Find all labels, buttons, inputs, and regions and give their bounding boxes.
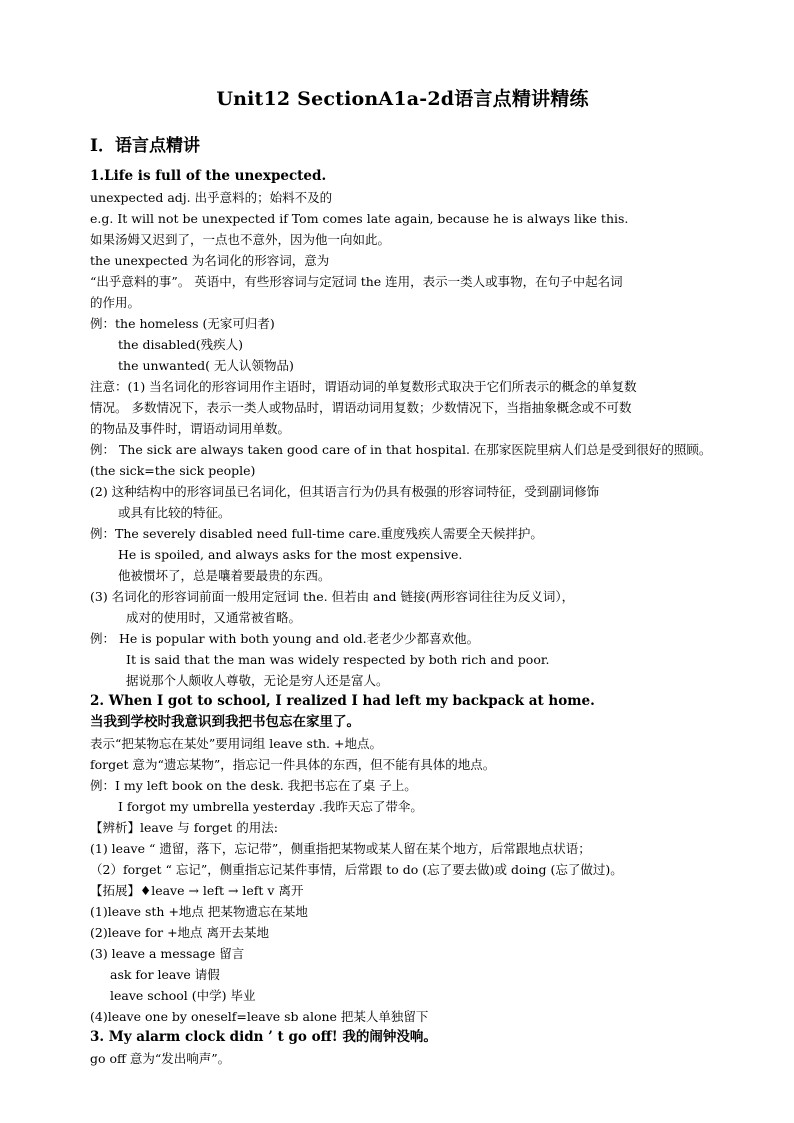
- text-line: 例：I my left book on the desk. 我把书忘在了桌 子上。: [90, 778, 417, 793]
- text-line: (2) 这种结构中的形容词虽已名词化，但其语言行为仍具有极强的形容词特征，受到副词修饰: [90, 484, 600, 499]
- text-line: (4)leave one by oneself=leave sb alone 把某人单独留下: [90, 1009, 429, 1024]
- text-line: ask for leave 请假: [110, 967, 220, 982]
- section-heading: I．语言点精讲: [90, 136, 200, 156]
- point-2-heading: 2. When I got to school, I realized I had left my backpack at home.: [90, 693, 595, 709]
- text-line: 例：The severely disabled need full-time care.重度残疾人需要全天候拌护。: [90, 526, 543, 541]
- text-line: the disabled(残疾人): [118, 337, 243, 352]
- point-1-heading: 1.Life is full of the unexpected.: [90, 168, 327, 184]
- text-line: 的物品及事件时，谓语动词用单数。: [90, 421, 291, 436]
- text-line: unexpected adj. 出乎意料的；始料不及的: [90, 190, 333, 205]
- text-line: “出乎意料的事”。 英语中，有些形容词与定冠词 the 连用，表示一类人或事物，在句子中起名词: [90, 274, 623, 289]
- text-line: 的作用。: [90, 295, 141, 310]
- text-line: It is said that the man was widely respected by both rich and poor.: [126, 652, 550, 667]
- text-line: 例：the homeless (无家可归者): [90, 316, 275, 331]
- text-line: 例： He is popular with both young and old.老老少少都喜欢他。: [90, 631, 480, 646]
- text-line: leave school (中学) 毕业: [110, 988, 256, 1003]
- text-line: the unwanted( 无人认领物品): [118, 358, 294, 373]
- text-line: e.g. It will not be unexpected if Tom comes late again, because he is always like this.: [90, 211, 629, 226]
- text-line: 表示“把某物忘在某处”要用词组 leave sth. +地点。: [90, 736, 382, 751]
- text-line: 或具有比较的特征。: [118, 505, 231, 520]
- text-line: (2)leave for +地点 离开去某地: [90, 925, 270, 940]
- text-line: 注意：(1) 当名词化的形容词用作主语时，谓语动词的单复数形式取决于它们所表示的概念的单复数: [90, 379, 637, 394]
- text-line: 据说那个人颇收人尊敬，无论是穷人还是富人。: [126, 673, 389, 688]
- text-line: (1) leave “ 遗留，落下，忘记带”，侧重指把某物或某人留在某个地方，后常跟地点状语；: [90, 841, 591, 856]
- text-line: He is spoiled, and always asks for the most expensive.: [118, 547, 463, 562]
- text-line: the unexpected 为名词化的形容词，意为: [90, 253, 330, 268]
- text-line: (3) 名词化的形容词前面一般用定冠词 the. 但若由 and 链接(两形容词往往为反义词），: [90, 589, 575, 604]
- document-title: Unit12 SectionA1a-2d语言点精讲精练: [216, 88, 589, 110]
- text-line: 成对的使用时，又通常被省略。: [126, 610, 302, 625]
- text-line: 【拓展】♦leave → left → left v 离开: [90, 883, 304, 898]
- point-3-heading: 3. My alarm clock didn ’ t go off! 我的闹钟没响。: [90, 1029, 437, 1045]
- point-2-translation: 当我到学校时我意识到我把书包忘在家里了。: [90, 714, 360, 730]
- text-line: 例： The sick are always taken good care of in that hospital. 在那家医院里病人们总是受到很好的照顾。: [90, 442, 712, 457]
- text-line: (1)leave sth +地点 把某物遗忘在某地: [90, 904, 308, 919]
- text-line: (the sick=the sick people): [90, 463, 256, 478]
- text-line: 他被惯坏了，总是嚷着要最贵的东西。: [118, 568, 331, 583]
- text-line: 如果汤姆又迟到了，一点也不意外，因为他一向如此。: [90, 232, 391, 247]
- text-line: （2）forget “ 忘记”，侧重指忘记某件事情，后常跟 to do (忘了要去做)或 doing (忘了做过)。: [90, 862, 623, 877]
- text-line: forget 意为“遗忘某物”，指忘记一件具体的东西，但不能有具体的地点。: [90, 757, 496, 772]
- document-page: [90, 84, 715, 1069]
- text-line: I forgot my umbrella yesterday .我昨天忘了带伞。: [118, 799, 423, 814]
- text-line: (3) leave a message 留言: [90, 946, 245, 961]
- text-line: 【辨析】leave 与 forget 的用法:: [90, 820, 278, 835]
- text-line: go off 意为“发出响声”。: [90, 1051, 231, 1066]
- text-line: 情况。 多数情况下，表示一类人或物品时，谓语动词用复数；少数情况下，当指抽象概念或不可数: [90, 400, 632, 415]
